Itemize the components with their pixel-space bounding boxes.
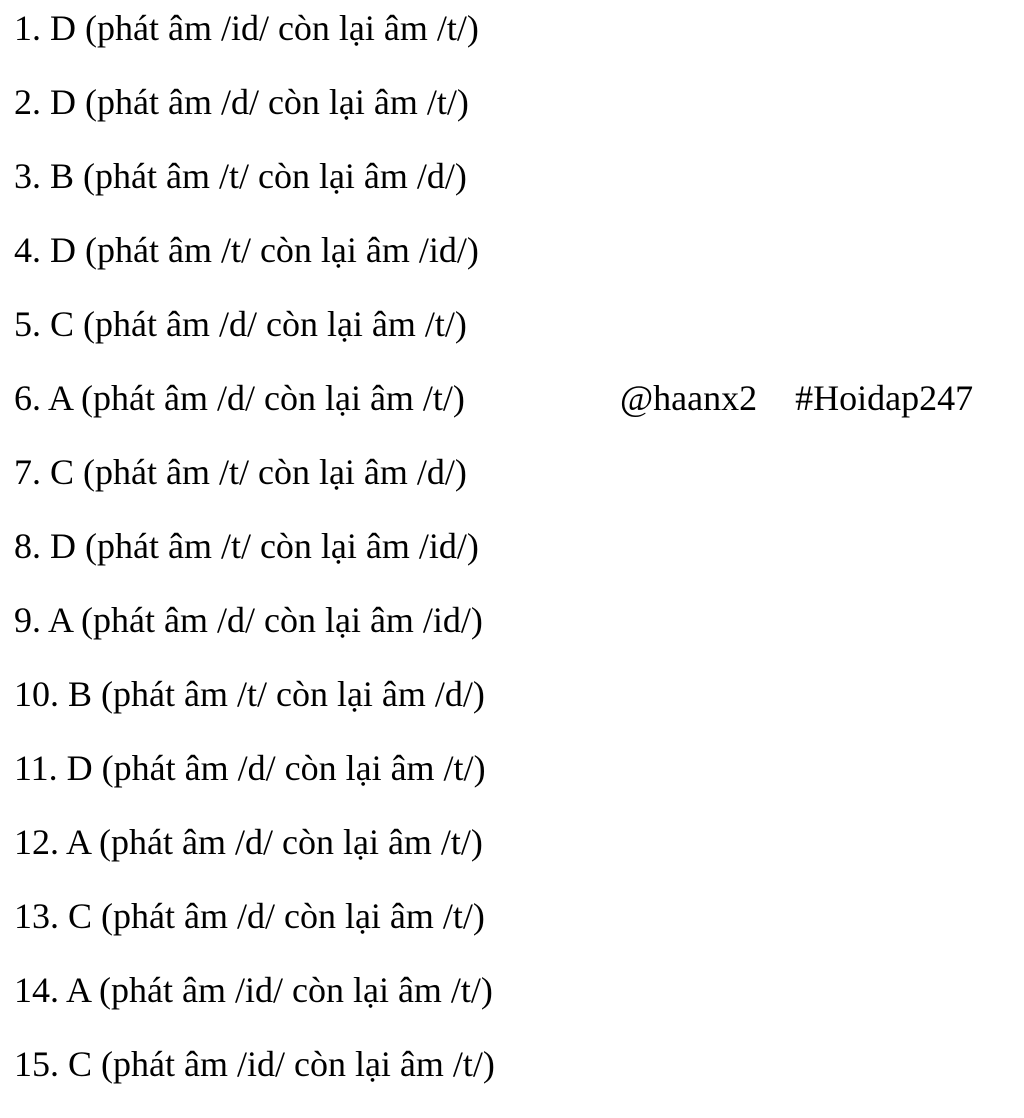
answer-line-10: 10. B (phát âm /t/ còn lại âm /d/) — [14, 674, 485, 714]
answer-line-14: 14. A (phát âm /id/ còn lại âm /t/) — [14, 970, 493, 1010]
answer-line-15: 15. C (phát âm /id/ còn lại âm /t/) — [14, 1044, 495, 1084]
answer-line-8: 8. D (phát âm /t/ còn lại âm /id/) — [14, 526, 479, 566]
answer-line-5: 5. C (phát âm /d/ còn lại âm /t/) — [14, 304, 467, 344]
answer-line-13: 13. C (phát âm /d/ còn lại âm /t/) — [14, 896, 485, 936]
watermark — [620, 378, 973, 418]
answer-line-4: 4. D (phát âm /t/ còn lại âm /id/) — [14, 230, 479, 270]
site-hashtag: #Hoidap247 — [795, 378, 974, 418]
answer-line-6: 6. A (phát âm /d/ còn lại âm /t/) — [14, 378, 465, 418]
answer-line-12: 12. A (phát âm /d/ còn lại âm /t/) — [14, 822, 483, 862]
answer-line-3: 3. B (phát âm /t/ còn lại âm /d/) — [14, 156, 467, 196]
answer-line-9: 9. A (phát âm /d/ còn lại âm /id/) — [14, 600, 483, 640]
answer-line-11: 11. D (phát âm /d/ còn lại âm /t/) — [14, 748, 486, 788]
answer-line-2: 2. D (phát âm /d/ còn lại âm /t/) — [14, 82, 469, 122]
answer-list — [14, 8, 495, 1118]
answer-line-1: 1. D (phát âm /id/ còn lại âm /t/) — [14, 8, 479, 48]
author-handle: @haanx2 — [620, 378, 758, 418]
answer-line-7: 7. C (phát âm /t/ còn lại âm /d/) — [14, 452, 467, 492]
